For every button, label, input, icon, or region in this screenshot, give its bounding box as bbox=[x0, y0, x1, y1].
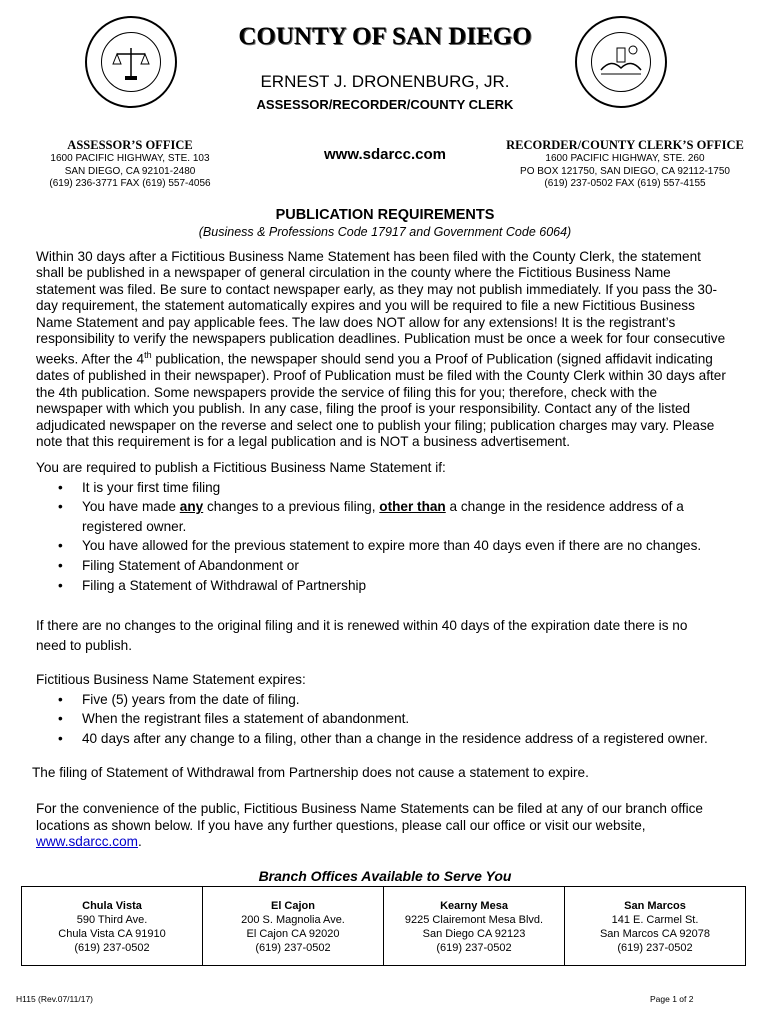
list-item: • You have made any changes to a previous filing, other than a change in the residence address of a registered owner. bbox=[36, 497, 726, 536]
official-role: ASSESSOR/RECORDER/COUNTY CLERK bbox=[256, 97, 514, 112]
page-number: Page 1 of 2 bbox=[650, 994, 694, 1004]
expires-intro: Fictitious Business Name Statement expires: bbox=[36, 672, 306, 687]
recorder-pobox: PO BOX 121750, SAN DIEGO, CA 92112-1750 bbox=[520, 165, 730, 177]
branches-heading: Branch Offices Available to Serve You bbox=[258, 868, 512, 884]
required-intro: You are required to publish a Fictitious Business Name Statement if: bbox=[36, 460, 446, 475]
website-link[interactable]: www.sdarcc.com bbox=[324, 146, 446, 163]
recorder-office-heading: RECORDER/COUNTY CLERK’S OFFICE bbox=[506, 138, 744, 152]
assessor-phone: (619) 236-3771 FAX (619) 557-4056 bbox=[49, 178, 211, 189]
list-item: • Filing Statement of Abandonment or bbox=[36, 556, 726, 576]
publication-text-b: publication, the newspaper should send you a Proof of Publication (signed affidavit indicating dates of published in their newspaper). Proof of Publication must be filed with the County Clerk within 30 days after the 4th publication. Some newspapers provide the service of filing this for you; therefore, check with the newspaper with which you publish. In any case, filing the proof is your responsibility. Contact any of the listed adjudicated newspaper on the reverse and select one to publish your filing; publication charges may vary. Please note that this requirement is for a legal publication and is NOT a business advertisement. bbox=[36, 351, 726, 449]
publication-text-a: Within 30 days after a Fictitious Business Name Statement has been filed with the County Clerk, the statement shall be published in a newspaper of general circulation in the county where the Fictitious Business Name statement was filed. Be sure to contact newspaper early, as they may not publish immediately. If you pass the 30-day requirement, the statement automatically expires and you will be required to file a new Fictitious Business Name Statement and pay applicable fees. The law does NOT allow for any extensions! It is the registrant’s responsibility to verify the newspapers publication deadlines. Publication must be once a week for four consecutive weeks. After the 4 bbox=[36, 249, 726, 367]
form-id: H115 (Rev.07/11/17) bbox=[16, 994, 94, 1004]
no-changes-note: If there are no changes to the original filing and it is renewed within 40 days of the expiration date there is no need to publish. bbox=[36, 618, 688, 653]
branch-san-marcos: San Marcos 141 E. Carmel St. San Marcos CA 92078 (619) 237-0502 bbox=[565, 887, 746, 966]
recorder-address: 1600 PACIFIC HIGHWAY, STE. 260 bbox=[545, 153, 705, 164]
required-section bbox=[36, 458, 726, 595]
branch-kearny-mesa: Kearny Mesa 9225 Clairemont Mesa Blvd. San Diego CA 92123 (619) 237-0502 bbox=[384, 887, 565, 966]
list-item: • Filing a Statement of Withdrawal of Partnership bbox=[36, 576, 726, 596]
publication-heading: PUBLICATION REQUIREMENTS bbox=[275, 207, 495, 223]
withdrawal-note: The filing of Statement of Withdrawal from Partnership does not cause a statement to expire. bbox=[32, 765, 589, 780]
publication-subheading: (Business & Professions Code 17917 and Government Code 6064) bbox=[198, 225, 572, 239]
assessor-city: SAN DIEGO, CA 92101-2480 bbox=[64, 165, 196, 177]
list-item: • Five (5) years from the date of filing. bbox=[36, 690, 726, 710]
branch-chula-vista: Chula Vista 590 Third Ave. Chula Vista CA 91910 (619) 237-0502 bbox=[58, 900, 166, 954]
official-name: ERNEST J. DRONENBURG, JR. bbox=[260, 72, 510, 91]
list-item: • You have allowed for the previous statement to expire more than 40 days even if there are no changes. bbox=[36, 536, 726, 556]
expires-section bbox=[36, 670, 726, 748]
list-item: • 40 days after any change to a filing, other than a change in the residence address of a registered owner. bbox=[36, 729, 726, 749]
branch-table bbox=[21, 886, 746, 966]
publication-sup: th bbox=[144, 350, 152, 361]
branch-el-cajon: El Cajon 200 S. Magnolia Ave. El Cajon CA 92020 (619) 237-0502 bbox=[203, 887, 384, 966]
website-link-inline[interactable]: www.sdarcc.com bbox=[36, 834, 138, 850]
recorder-phone: (619) 237-0502 FAX (619) 557-4155 bbox=[544, 178, 706, 189]
recorder-office bbox=[490, 138, 760, 191]
assessor-office-heading: ASSESSOR’S OFFICE bbox=[67, 138, 193, 152]
page-title: COUNTY OF SAN DIEGO bbox=[238, 23, 532, 50]
convenience-note: For the convenience of the public, Fictitious Business Name Statements can be filed at any of our branch office locations as shown below. If you have any further questions, please call our office or visit our website, www.sdarcc.com. bbox=[36, 801, 703, 850]
list-item: • When the registrant files a statement of abandonment. bbox=[36, 709, 726, 729]
publication-body bbox=[36, 249, 726, 450]
assessor-address: 1600 PACIFIC HIGHWAY, STE. 103 bbox=[50, 153, 210, 164]
list-item: • It is your first time filing bbox=[36, 478, 726, 498]
